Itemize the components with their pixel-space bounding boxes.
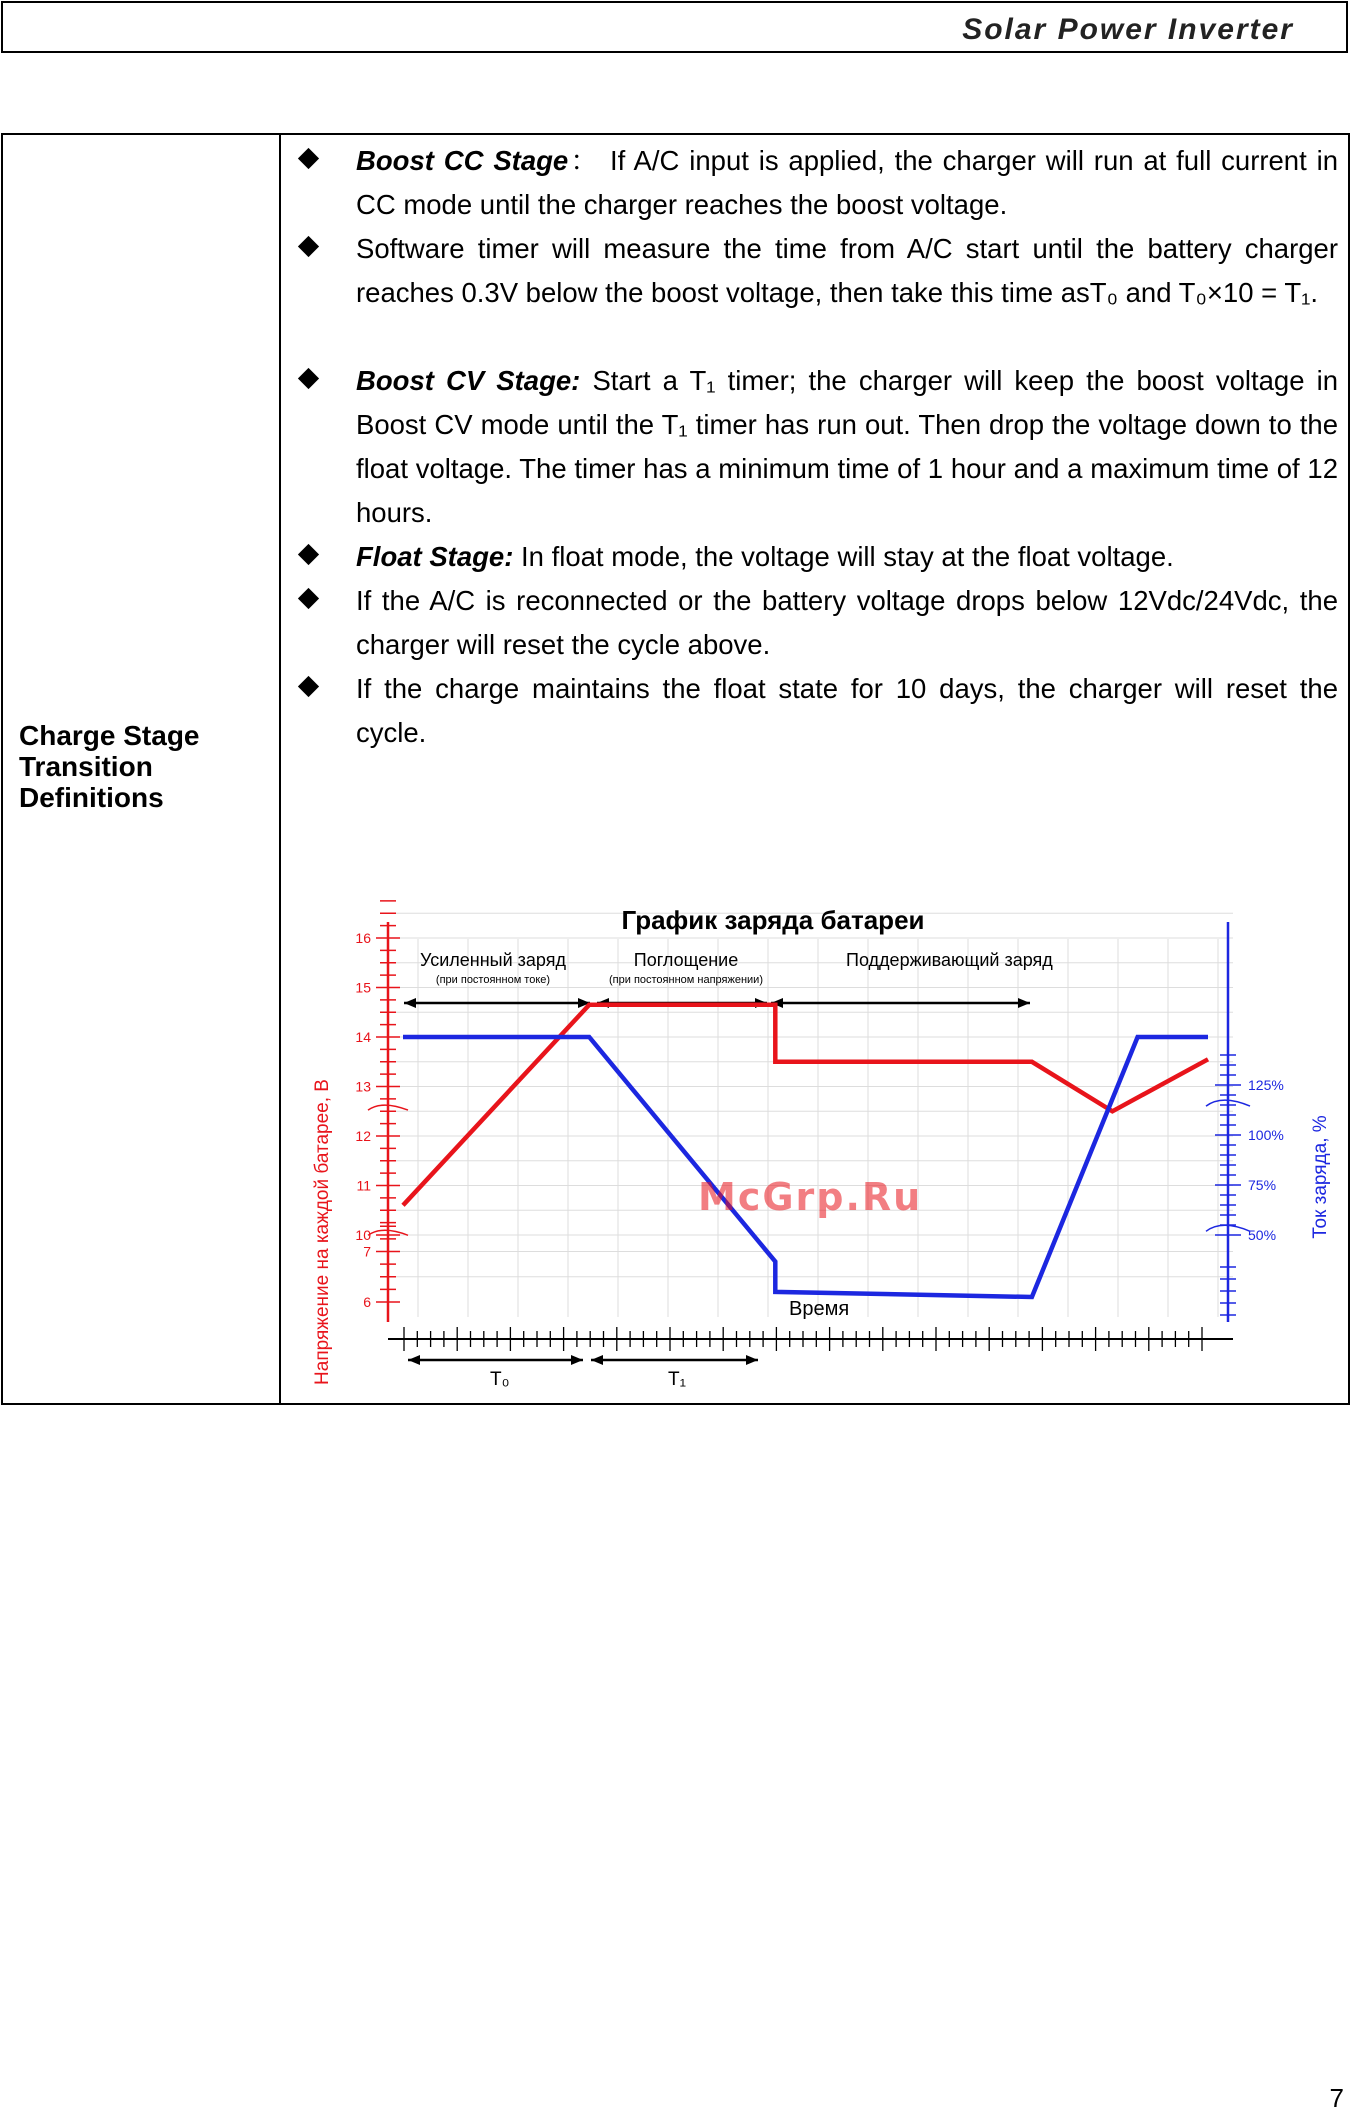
stage-arrow-head [404, 998, 416, 1008]
left-tick-label: 13 [355, 1078, 371, 1095]
diamond-bullet-icon [298, 544, 319, 565]
diamond-bullet-icon [298, 588, 319, 609]
time-arrow-t1-head [746, 1355, 758, 1365]
page-number: 7 [1329, 2083, 1344, 2113]
left-tick-label: 6 [363, 1294, 371, 1310]
time-marker-label: T₁ [668, 1369, 687, 1390]
right-tick-label: 100% [1248, 1127, 1284, 1143]
left-tick-label: 7 [363, 1243, 371, 1260]
stage-name: Поддерживающий заряд [846, 950, 1053, 970]
term-label: Charge Stage Transition Definitions [19, 720, 200, 813]
header-bar [1, 1, 1348, 53]
left-tick-label: 10 [355, 1227, 371, 1243]
definition-table [1, 133, 1350, 1405]
time-arrow-t1-head [591, 1355, 603, 1365]
right-tick-label: 50% [1248, 1227, 1277, 1243]
right-axis-label: Ток заряда, % [1310, 1115, 1331, 1239]
bullet-text: If the charge maintains the float state for 10 days, the charger will reset the cycle. [356, 673, 1338, 748]
stage-subtitle: (при постоянном токе) [435, 974, 551, 986]
diamond-bullet-icon [298, 236, 319, 257]
left-tick-label: 15 [355, 979, 371, 996]
left-tick-label: 16 [355, 930, 371, 946]
bullet-text: Boost CV Stage: Start a T₁ timer; the charger will keep the boost voltage in Boost CV mode until the T₁ timer has run out. Then drop the voltage down to the float voltage. The timer has a minimum time of 1 hour and a maximum time of 12 hours. [356, 365, 1339, 528]
chart-title: График заряда батареи [621, 905, 925, 935]
right-tick-label: 75% [1248, 1177, 1277, 1193]
stage-arrow-head [1018, 998, 1030, 1008]
time-arrow-t0-head [408, 1355, 420, 1365]
chart-series [403, 1005, 1208, 1297]
diamond-bullet-icon [298, 676, 319, 697]
stage-labels [404, 950, 1053, 1008]
stage-name: Усиленный заряд [420, 950, 566, 970]
left-tick-label: 12 [355, 1128, 371, 1144]
bullet-text: Float Stage: In float mode, the voltage will stay at the float voltage. [356, 541, 1174, 572]
left-axis-label: Напряжение на каждой батарее, В [312, 1079, 333, 1385]
left-tick-label: 14 [355, 1029, 371, 1045]
stage-name: Поглощение [633, 950, 739, 970]
stage-subtitle: (при постоянном напряжении) [609, 974, 763, 986]
right-tick-label: 125% [1248, 1077, 1284, 1093]
time-arrow-t0-head [571, 1355, 583, 1365]
header-title: Solar Power Inverter [962, 13, 1294, 46]
charge-chart [278, 757, 1331, 1397]
charge-chart-svg [278, 757, 1331, 1397]
watermark: McGrp.Ru [698, 1175, 923, 1219]
x-axis-label: Время [789, 1298, 850, 1320]
time-marker-label: T₀ [490, 1369, 510, 1390]
bullet-text: If the A/C is reconnected or the battery voltage drops below 12Vdc/24Vdc, the charger will reset the cycle above. [356, 585, 1338, 660]
left-tick-label: 11 [356, 1177, 371, 1194]
bullet-text: Boost CC Stage： If A/C input is applied, the charger will run at full current in CC mode until the charger reaches the boost voltage. [356, 145, 1338, 220]
diamond-bullet-icon [298, 368, 319, 389]
bullet-text: Software timer will measure the time from A/C start until the battery charger reaches 0.3V below the boost voltage, then take this time asT₀ and T₀×10 = T₁. [356, 233, 1338, 308]
diamond-bullet-icon [298, 148, 319, 169]
